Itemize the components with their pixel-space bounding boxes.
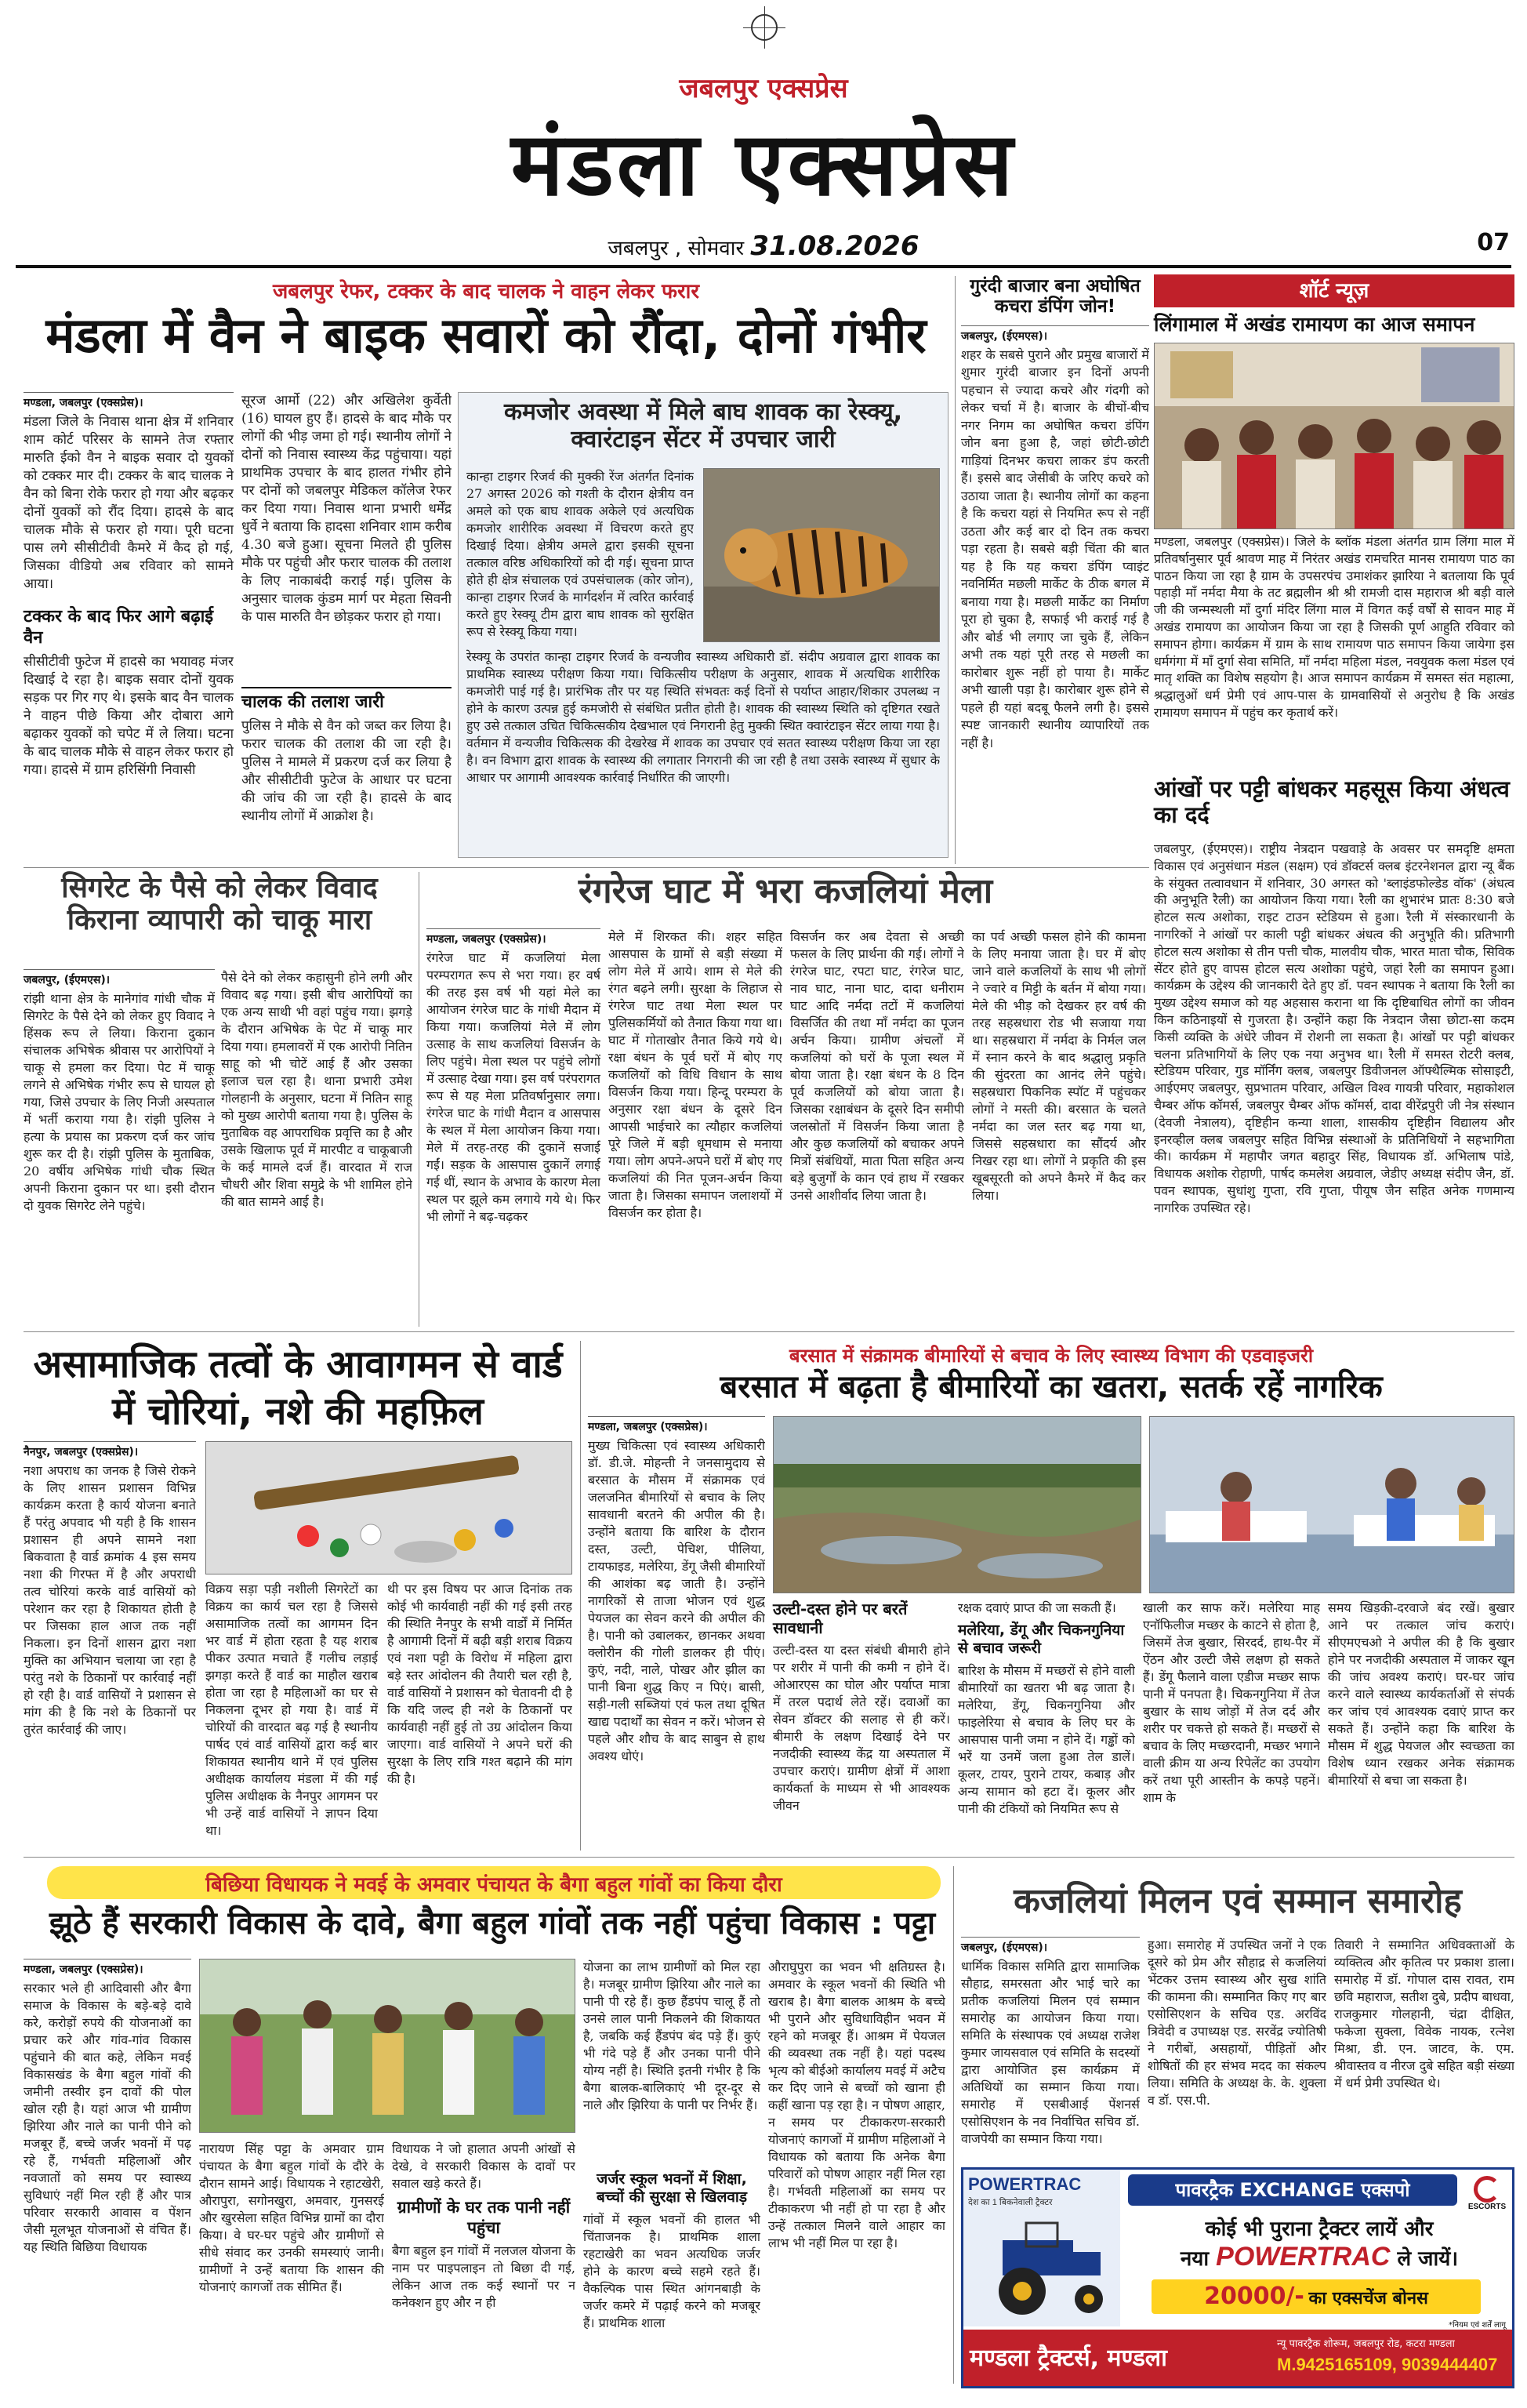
garbage-headline: गुरंदी बाजार बना अघोषित कचरा डंपिंग जोन! — [970, 276, 1141, 318]
baiga-column-1 — [24, 1959, 191, 2399]
registration-mark-icon — [751, 14, 778, 41]
tiger-text-wide: रेस्क्यू के उपरांत कान्हा टाइगर रिजर्व के वन्यजीव स्वास्थ्य अधिकारी डॉ. संदीप अग्रवाल द्वारा शावक का प्राथमिक स्वास्थ्य परीक्षण किया गया। चिकित्सीय परीक्षण के अनुसार, शावक में अत्यधिक शारीरिक कमजोरी पाई गई है। प्रारंभिक तौर पर यह स्थिति संभवतः कई दिनों से पर्याप्त आहार/शिकार उपलब्ध न होने के कारण उत्पन्न हुई कमजोरी से संबंधित प्रतीत होती है। शावक की स्वास्थ्य स्थिति को दृष्टिगत रखते हुए उसे तत्काल उचित चिकित्सकीय देखभाल एवं निगरानी हेतु मुक्की स्थित क्वारंटाइन सेंटर लाया गया है। वर्तमान में वन्यजीव चिकित्सक की देखरेख में शावक का उपचार एवं सतत स्वास्थ्य परीक्षण किया जा रहा है। वन विभाग द्वारा शावक के स्वास्थ्य की लगातार निगरानी की जा रही है तथा उसके स्वास्थ्य में सुधार के आधार पर आगामी आवश्यक कार्रवाई निर्धारित की जाएगी। — [466, 649, 940, 785]
ad-terms-note: *नियम एवं शर्तें लागू — [1448, 2321, 1506, 2330]
rain-text-2: उल्टी-दस्त या दस्त संबंधी बीमारी होने पर शरीर में पानी की कमी न होने दें। ओआरएस का घोल और पर्याप्त मात्रा में तरल पदार्थ लेते रहें। दवाओं का सेवन डॉक्टर की सलाह से ही करें। बीमारी के लक्षण दिखाई देने पर नजदीकी स्वास्थ्य केंद्र या अस्पताल में उपचार कराएं। ग्रामीण क्षेत्रों में आशा कार्यकर्ता के माध्यम से भी आवश्यक जीवन — [773, 1643, 950, 1813]
kajaliya-mela-text-4: का पर्व अच्छी फसल होने की कामना के लिए मनाया जाता है। घर में बोए जाने वाले कजलियों के साथ भी लोगों ने ज्वारे व मिट्टी के बर्तन में बोया गया। मेले की भीड़ को देखकर हर वर्ष की तरह सहस्रधारा रोड भी सजाया गया था। सहस्रधारा में नर्मदा के निर्मल जल में स्नान करने के बाद श्रद्धालु प्रकृति की सुंदरता का आनंद लेने पहुंचे। सहस्रधारा पिकनिक स्पॉट में पहुंचकर लोगों ने मस्ती की। बरसात के चलते नर्मदा का जल स्तर बढ़ गया था, जिससे सहस्रधारा का सौंदर्य और निखर रहा था। लोगों ने प्रकृति की इस खूबसूरती को अपने कैमरे में कैद कर लिया। — [972, 929, 1146, 1203]
rain-subhead-2: मलेरिया, डेंगू और चिकनगुनिया से बचाव जरूरी — [958, 1622, 1125, 1657]
lead-kicker: जबलपुर रेफर, टक्कर के बाद चालक ने वाहन लेकर फरार — [272, 280, 700, 303]
tiger-headline: कमजोर अवस्था में मिले बाघ शावक का रेस्क्यू, क्वारंटाइन सेंटर में उपचार जारी — [503, 398, 903, 453]
baiga-subhead-2: जर्जर स्कूल भवनों में शिक्षा, बच्चों की सुरक्षा से खिलवाड़ — [597, 2170, 747, 2206]
short-news-text-1: मण्डला, जबलपुर (एक्सप्रेस)। जिले के ब्लॉक मंडला अंतर्गत ग्राम लिंगा माल में प्रतिवर्षानुसार पूर्व श्रावण माह में निरंतर अखंड रामचरित मानस रामायण पाठ का पाठन किया जा रहा है ग्राम के उपसरपंच उमाशंकर झारिया ने बतलाया कि पूर्व पहाड़ी माँ नर्मदा मैया के तट ब्रह्मलीन श्री श्री रामजी दास महाराज श्री बड़ी वाले जी की जन्मस्थली माँ दुर्गा मंदिर लिंगा माल में विगत कई वर्षों से सावन माह में अखंड रामायण का आयोजन किया जा रहा है जिसकी पूर्ण आहुति रविवार को समापन होगा। कार्यक्रम में ग्राम के साथ रामायण पाठ समापन किया जायेगा इस धर्मगंगा में माँ दुर्गा सेवा समिति, माँ नर्मदा महिला मंडल, नवयुवक कला मंडल एवं मातृ शक्ति का विशेष सहयोग है। आज समापन कार्यक्रम में समस्त संत महात्मा, श्रद्धालुओं धर्म प्रेमी एवं आप-पास के ग्रामवासियों से अनुरोध है कि अखंड रामायण समापन में पहुंच कर कृतार्थ करें। — [1154, 534, 1514, 720]
page-number: 07 — [1477, 229, 1510, 256]
antisocial-text-2: विक्रय सड़ा पड़ी नशीली सिगरेटों का विक्रय का कार्य चल रहा है जिससे असामाजिक तत्वों का आगमन दिन भर वार्ड में होता रहता है यह शराब पीकर उत्पात मचाते हैं गलीच लड़ाई झगड़ा करते हैं वार्ड का माहौल खराब होता जा रहा है महिलाओं का घर से निकलना दूभर हो गया है। वार्ड में चोरियों की वारदात बढ़ गई है स्थानीय पार्षद एवं वार्ड वासियों द्वारा कई बार शिकायत स्थानीय थाने में एवं पुलिस अधीक्षक कार्यालय मंडला में की गई पुलिस अधीक्षक के नैनपुर आगमन पर भी उन्हें वार्ड वासियों ने ज्ञापन दिया था। — [205, 1582, 378, 1838]
ad-dealer-address: न्यू पावरट्रैक शोरूम, जबलपुर रोड, कटरा मण्डला — [1277, 2338, 1455, 2350]
masthead-rule — [16, 265, 1511, 268]
baiga-text-5: औराघुपुरा का भवन भी क्षतिग्रस्त है। अमवार के स्कूल भवनों की स्थिति भी खराब है। बैगा बालक आश्रम के बच्चे भी पुराने और सुविधाविहीन भवन में रहने को मजबूर हैं। आश्रम में पेयजल की व्यवस्था तक नहीं है। यहां पदस्थ भृत्य को बीईओ कार्यालय मवई में अटैच कर दिए जाने से बच्चों को खाना ही कहीं खाना पड़ रहा है। न पोषण आहार, न समय पर टीकाकरण-सरकारी योजनाएं कागजों में ग्रामीण महिलाओं ने विधायक को बताया कि अनेक बैगा परिवारों को पोषण आहार नहीं मिल रहा है। गर्भवती महिलाओं का समय पर टीकाकरण भी नहीं हो पा रहा है और उन्हें तत्काल मिलने वाले आहार का लाभ भी नहीं मिल पा रहा है। — [768, 1959, 945, 2250]
rain-text-1: मुख्य चिकित्सा एवं स्वास्थ्य अधिकारी डॉ. डी.जे. मोहन्ती ने जनसामुदाय से बरसात के मौसम में संक्रामक एवं जलजनित बीमारियों से बचाव के लिए सावधानी बरतने की अपील की है। उन्होंने बताया कि बारिश के दौरान दस्त, उल्टी, पेचिश, पीलिया, टायफाइड, मलेरिया, डेंगू जैसी बीमारियों की आशंका बढ़ जाती है। उन्होंने नागरिकों से ताजा भोजन एवं शुद्ध पेयजल का सेवन करने की अपील की है। पानी को उबालकर, छानकर अथवा क्लोरीन की गोली डालकर ही पीएं। कुएं, नदी, नाले, पोखर और झील का पानी बिना शुद्ध किए न पिएं। बासी, सड़ी-गली सब्जियां एवं फल तथा दूषित खाद्य पदार्थों का सेवन न करें। भोजन से पहले और शौच के बाद साबुन से हाथ अवश्य धोएं। — [588, 1438, 765, 1763]
kajaliya-mela-text-1: रंगरेज घाट में कजलियां मेला परम्परागत रूप से भरा गया। हर वर्ष की तरह इस वर्ष भी यहां मेले का आयोजन रंगरेज घाट के गांधी मैदान में किया गया। कजलियां मेले में लोग उत्साह के साथ कजलियां विसर्जन के लिए पहुंचे। मेला स्थल पर पहुंचे लोगों में उत्साह देखा गया। इस वर्ष परंपरागत रूप से यह मेला प्रतिवर्षानुसार लगा। रंगरेज घाट के गांधी मैदान व आसपास के स्थल में मेला आयोजन किया गया। मेले में तरह-तरह की दुकानें सजाई गईं। सड़क के आसपास दुकानें लगाई गई थीं, स्थान के अभाव के कारण मेला स्थल पर झूले कम लगाये गये थे। फिर भी लोगों ने बढ़-चढ़कर — [426, 950, 600, 1224]
escorts-logo — [1464, 2176, 1511, 2211]
tiger-cub-photo — [703, 468, 940, 642]
baiga-column-3 — [392, 2141, 575, 2363]
short-news-bar: शॉर्ट न्यूज़ — [1154, 274, 1514, 307]
kajaliya-mela-text-2: मेले में शिरकत की। शहर सहित आसपास के ग्रामों से बड़ी संख्या में लोग मेले में आये। शाम से मेले की रंगत बढ़ने लगी। सुरक्षा के लिहाज से रंगरेज घाट तथा मेला स्थल पर पुलिसकर्मियों को तैनात किया गया था। घाट में गोताखोर तैनात किये गये थे। रक्षा बंधन के पूर्व घरों में बोए गए कजलियों को विधि विधान के साथ विसर्जन किया गया। हिन्दू परम्परा के अनुसार रक्षा बंधन के दूसरे दिन आपसी भाईचारे का त्यौहार कजलियां पूरे जिले में बड़ी धूमधाम से मनाया गया। लोग अपने-अपने घरों में बोए गए कजलियां की नित पूजन-अर्चन किया जाता है। जिसका समापन जलाशयों में विसर्जन कर होता है। — [608, 929, 782, 1220]
lead-subhead-2: चालक की तलाश जारी — [241, 687, 452, 713]
lead-text-1: मंडला जिले के निवास थाना क्षेत्र में शनिवार शाम कोर्ट परिसर के सामने तेज रफ्तार मारुति ईको वैन ने बाइक सवार दो युवकों को टक्कर मार दी। टक्कर के बाद चालक ने वैन को बिना रोके फरार हो गया और बढ़कर दोनों युवकों को रौंद दिया। हादसे के बाद चालक मौके से फरार हो गया। पूरी घटना पास लगे सीसीटीवी कैमरे में कैद हो गई, जिसका वीडियो अब रविवार को सामने आया। — [24, 414, 234, 592]
tiger-text: कान्हा टाइगर रिजर्व की मुक्की रेंज अंतर्गत दिनांक 27 अगस्त 2026 को गश्ती के दौरान क्षेत्रीय वन अमले को एक बाघ शावक अकेले एवं अत्यधिक कमजोर शारीरिक अवस्था में विचरण करते हुए दिखाई दिया। क्षेत्रीय अमले द्वारा इसकी सूचना तत्काल वरिष्ठ अधिकारियों को दी गई। सूचना प्राप्त होते ही क्षेत्र संचालक एवं उपसंचालक (कोर जोन), कान्हा टाइगर रिजर्व के मार्गदर्शन में त्वरित कार्रवाई करते हुए रेस्क्यू टीम द्वारा बाघ शावक को सुरक्षित रूप से रेस्क्यू किया गया। — [466, 469, 694, 639]
lead-byline: मण्डला, जबलपुर (एक्सप्रेस)। — [24, 392, 234, 410]
baiga-text-4b: गांवों में स्कूल भवनों की हालत भी चिंताजनक है। प्राथमिक शाला रहटाखेरी का भवन अत्यधिक जर्जर होने के कारण बच्चे सहमे रहते हैं। वैकल्पिक पास स्थित आंगनबाड़ी के जर्जर कमरे में पढ़ाई करने को मजबूर हैं। प्राथमिक शाला — [583, 2212, 760, 2330]
baiga-text-2: नारायण सिंह पट्टा के अमवार ग्राम पंचायत के बैगा बहुल गांवों के दौरे के दौरान सामने आई। विधायक ने रहाटखेरी, औरापुरा, सगोनखुरा, अमवार, गुनसरई और खुरसेला सहित विभिन्न ग्रामों का दौरा किया। वे घर-घर पहुंचे और ग्रामीणों से सीधे संवाद कर उनकी समस्याएं जानी। ग्रामीणों ने उन्हें बताया कि शासन की योजनाएं कागजों तक सीमित हैं। — [199, 2141, 384, 2294]
lead-text-2: सूरज आर्मो (22) और अखिलेश कुर्वेती (16) घायल हुए हैं। हादसे के बाद मौके पर लोगों की भीड़ जमा हो गई। स्थानीय लोगों ने दोनों को निवास स्वास्थ्य केंद्र पहुंचाया। यहां प्राथमिक उपचार के बाद हालत गंभीर होने पर दोनों को जबलपुर मेडिकल कॉलेज रेफर कर दिया गया। निवास थाना प्रभारी धर्मेंद्र धुर्वे ने बताया कि हादसा शनिवार शाम करीब 4.30 बजे हुआ। सूचना मिलते ही पुलिस मौके पर पहुंची और फरार चालक की तलाश के लिए नाकाबंदी कराई गई। पुलिस के अनुसार चालक कुंडम मार्ग पर मेहता सिवनी के पास मारुति वैन छोड़कर फरार हो गया। — [241, 393, 452, 625]
lead-text-1b: सीसीटीवी फुटेज में हादसे का भयावह मंजर दिखाई दे रहा है। बाइक सवार दोनों युवक सड़क पर गिर गए थे। इसके बाद वैन चालक ने वाहन पीछे किया और दोबारा आगे बढ़ाकर युवकों को चपेट में ले लिया। घटना के बाद चालक मौके से वाहन लेकर फरार हो गया। हादसे में ग्राम हरिसिंगी निवासी — [24, 654, 234, 778]
lead-headline: मंडला में वैन ने बाइक सवारों को रौंदा, दोनों गंभीर — [45, 307, 927, 364]
milan-headline: कजलियां मिलन एवं सम्मान समारोह — [1014, 1881, 1462, 1921]
baiga-text-4: योजना का लाभ ग्रामीणों को मिल रहा है। मजबूर ग्रामीण झिरिया और नाले का पानी पी रहे हैं। कुछ हैंडपंप चालू हैं तो उनसे लाल पानी निकलने की शिकायत है, जबकि कई हैंडपंप बंद पड़े हैं। कुएं भी गंदे पड़े हैं और उनका पानी पीने योग्य नहीं है। स्थिति इतनी गंभीर है कि बैगा बालक-बालिकाएं भी दूर-दूर से नाले और झिरिया के पानी पर निर्भर हैं। — [583, 1959, 760, 2112]
ad-line-2-brand: POWERTRAC — [1216, 2242, 1391, 2272]
rain-column-2 — [773, 1600, 950, 1838]
hospital-ward-photo — [1149, 1416, 1514, 1593]
dateline: जबलपुर , सोमवार 31.08.2026 — [608, 231, 919, 262]
column-divider — [953, 1866, 954, 2384]
baiga-headline: झूठे हैं सरकारी विकास के दावे, बैगा बहुल गांवों तक नहीं पहुंचा विकास : पट्टा — [49, 1905, 936, 1941]
kajaliya-mela-headline: रंगरेज घाट में भरा कजलियां मेला — [578, 871, 993, 911]
kajaliya-mela-column-1 — [426, 928, 600, 1324]
rain-subhead-1: उल्टी-दस्त होने पर बरतें सावधानी — [773, 1600, 908, 1637]
sub-brand: जबलपुर एक्सप्रेस — [679, 73, 848, 104]
kajaliya-mela-text-3: विसर्जन कर अब देवता से अच्छी फसल के लिए प्रार्थना की गई। लोगों ने रंगरेज घाट, रपटा घाट, रंगरेज घाट, नाव घाट, नाना घाट, दादा धनीराम घाट आदि नर्मदा तटों में कजलियां विसर्जित की तथा माँ नर्मदा का पूजन अर्चन किया। ग्रामीण अंचलों में कजलियां को घरों के पूजा स्थल में बोया जाता है। रक्षा बंधन के 8 दिन पूर्व कजलियों को बोया जाता है। जिसका रक्षाबंधन के दूसरे दिन समीपी जलस्रोतों में विसर्जन किया जाता है और कुछ कजलियों को बचाकर अपने मित्रों संबंधियों, माता पिता सहित अन्य बड़े बुजुर्गों के कान एवं हाथ में रखकर उनसे आशीर्वाद लिया जाता है। — [790, 929, 964, 1203]
ad-brand-tag: देश का 1 बिकनेवाली ट्रैक्टर — [968, 2198, 1053, 2207]
ad-offer-badge — [1152, 2279, 1481, 2314]
lead-column-2 — [241, 392, 452, 878]
cigarette-column-1 — [24, 969, 215, 1327]
section-divider — [24, 1331, 1514, 1332]
rain-text-3: रक्षक दवाएं प्राप्त की जा सकती हैं। — [958, 1600, 1116, 1615]
rain-text-4: खाली कर साफ करें। मलेरिया माह एनॉफिलीज मच्छर के काटने से होता है, जिसमें तेज बुखार, सिरदर्द, हाथ-पैर में ऐंठन और उल्टी जैसे लक्षण हो सकते हैं। डेंगू फैलाने वाला एडीज मच्छर साफ पानी में पनपता है। चिकनगुनिया में तेज बुखार के साथ जोड़ों में तेज दर्द और शरीर पर चकत्ते हो सकते हैं। मच्छरों से बचाव के लिए मच्छरदानी, मच्छर भगाने वाली क्रीम या अन्य रिपेलेंट का उपयोग करें तथा पूरी आस्तीन के कपड़े पहनें। शाम के — [1143, 1600, 1320, 1805]
issue-date: 31.08.2026 — [750, 231, 919, 262]
ad-left-panel — [963, 2170, 1120, 2326]
baiga-text-3b: बैगा बहुल इन गांवों में नलजल योजना के नाम पर पाइपलाइन तो बिछा दी गई, लेकिन आज तक कई स्थानों पर न कनेक्शन हुए और न ही — [392, 2243, 575, 2310]
waterlogged-road-photo — [773, 1416, 1141, 1593]
ad-dealer-name: मण्डला ट्रैक्टर्स, मण्डला — [970, 2344, 1167, 2372]
ramayan-photo — [1154, 343, 1514, 529]
rain-column-1 — [588, 1416, 765, 1845]
rain-byline: मण्डला, जबलपुर (एक्सप्रेस)। — [588, 1416, 765, 1434]
short-news-headline-1: लिंगामाल में अखंड रामायण का आज समापन — [1154, 313, 1475, 336]
escorts-label: ESCORTS — [1467, 2203, 1507, 2211]
powertrac-advertisement[interactable] — [961, 2167, 1514, 2388]
baiga-text-3: विधायक ने जो हालात अपनी आंखों से देखे, वे सरकारी विकास के दावों पर सवाल खड़े करते हैं। — [392, 2141, 575, 2191]
baiga-kicker: बिछिया विधायक ने मवई के अमवार पंचायत के बैगा बहुल गांवों का किया दौरा — [205, 1873, 782, 1897]
rain-text-5: समय खिड़की-दरवाजे बंद रखें। बुखार आने पर तत्काल जांच कराएं। सीएमएचओ ने अपील की है कि बुखार होने पर नजदीकी अस्पताल में जाकर खून की जांच अवश्य कराएं। घर-घर जांच करने वाले स्वास्थ्य कार्यकर्ताओं से संपर्क कर जांच एवं आवश्यक दवाएं प्राप्त कर सकते हैं। उन्होंने कहा कि बारिश के मौसम में शुद्ध पेयजल और स्वच्छता का विशेष ध्यान रखकर अनेक संक्रामक बीमारियों से बचा जा सकता है। — [1328, 1600, 1514, 1788]
antisocial-byline: नैनपुर, जबलपुर (एक्सप्रेस)। — [24, 1441, 196, 1459]
ad-brand-logo: POWERTRAC — [968, 2174, 1082, 2194]
ad-dealer-band — [963, 2330, 1512, 2386]
short-news-headline-2: आंखों पर पट्टी बांधकर महसूस किया अंधत्व का दर्द — [1154, 775, 1510, 829]
antisocial-headline: असामाजिक तत्वों के आवागमन से वार्ड में चोरियां, नशे की महफ़िल — [33, 1342, 563, 1433]
section-divider — [24, 867, 1149, 868]
antisocial-text-1: नशा अपराध का जनक है जिसे रोकने के लिए शासन प्रशासन विभिन्न कार्यक्रम करता है कार्य योजना बनाते हैं परंतु अपवाद भी यही है कि शासन प्रशासन ही अपने सामने नशा बिकवाता है वार्ड क्रमांक 4 इस समय नशा की गिरफ्त में है और अपराधी तत्व चोरियां करके वार्ड वासियों को परेशान कर रहा है शिकायत होती है पर जिसका हाल आज तक नहीं निकला। इन दिनों शासन द्वारा नशा मुक्ति का अभियान चलाया जा रहा है परंतु नशे के ठिकानों पर कार्रवाई नहीं हो रही है। वार्ड वासियों ने प्रशासन से मांग की है कि नशे के ठिकानों पर तुरंत कार्रवाई की जाए। — [24, 1463, 196, 1737]
baiga-column-4 — [583, 1959, 760, 2371]
column-divider — [580, 1341, 581, 1850]
baiga-byline: मण्डला, जबलपुर (एक्सप्रेस)। — [24, 1959, 191, 1977]
short-news-text-2: जबलपुर, (ईएमएस)। राष्ट्रीय नेत्रदान पखवाड़े के अवसर पर समदृष्टि क्षमता विकास एवं अनुसंधान मंडल (सक्षम) एवं डॉक्टर्स क्लब इंटरनेशनल द्वारा न्यू बैंक के संयुक्त तत्वावधान में शनिवार, 30 अगस्त को 'ब्लाइंडफोल्डेड वॉक' (अंधत्व की अनुभूति रैली) का आयोजन किया गया। रैली का शुभारंभ प्रातः 8:30 बजे होटल सत्य अशोका, राइट टाउन स्टेडियम से हुआ। रैली में संस्कारधानी के नागरिकों ने आंखों पर काली पट्टी बांधकर अंधत्व की अनुभूति की। प्रतिभागी होटल सत्य अशोका से तीन पत्ती चौक, मालवीय चौक, भारत माता चौक, सिविक सेंटर होते हुए वापस होटल सत्य अशोका पहुंचे, जहां रैली का समापन हुआ। कार्यक्रम के उद्देश्य की जानकारी देते हुए डॉ. पवन स्थापक ने बताया कि रैली का मुख्य उद्देश्य समाज को यह अहसास कराना था कि दृष्टिबाधित लोगों का जीवन किन कठिनाइयों से गुजरता है। उन्होंने कहा कि नेत्रदान जैसा छोटा-सा कदम किसी व्यक्ति के अंधेरे जीवन में रोशनी ला सकता है। आंखों पर पट्टी बांधकर चलना प्रतिभागियों के लिए एक नया अनुभव था। रैली में समस्त रोटरी क्लब, स्टेडियम परिवार, गुड मॉर्निंग क्लब, जबलपुर डिवीजनल ऑफ्थैल्मिक सोसाइटी, आईएमए जबलपुर, सुप्रभातम परिवार, अखिल विश्व गायत्री परिवार, महाकोशल चैम्बर ऑफ कॉमर्स, जबलपुर चैम्बर ऑफ कॉमर्स, दादा वीरेंद्रपुरी जी नेत्र संस्थान (देवजी नेत्रालय), दृष्टिहीन कन्या शाला, शासकीय दृष्टिहीन विद्यालय और इनरव्हील क्लब जबलपुर सहित विभिन्न संस्थाओं के प्रतिनिधियों ने सहभागिता की। कार्यक्रम में महापौर जगत बहादुर सिंह, विधायक डॉ. अभिलाष पांडे, विधायक अशोक रोहाणी, पार्षद कमलेश अग्रवाल, जेडीए अध्यक्ष संदीप जैन, डॉ. पवन स्थापक, सुधांशु गुप्ता, रवि गुप्ता, पीयूष जैन सहित अनेक गणमान्य नागरिक उपस्थित रहे। — [1154, 841, 1514, 1215]
garbage-byline: जबलपुर, (ईएमएस)। — [961, 325, 1149, 343]
drugs-photo — [205, 1441, 572, 1574]
milan-text-2: हुआ। समारोह में उपस्थित जनों ने एक दूसरे को प्रेम और सौहाद्र से कजलियां भेंटकर उत्तम स्वास्थ्य और सुख शांति की कामना की। सम्मानित किए गए बार एसोसिएशन के सचिव एड. अरविंद त्रिवेदी व उपाध्यक्ष एड. सरवेंद्र ज्योतिषी ने गरीबों, असहायों, पीड़ितों और शोषितों की हर संभव मदद का संकल्प लिया। समिति के अध्यक्ष के. के. शुक्ला व डॉ. एस.पी. — [1148, 1938, 1326, 2108]
masthead-title: मंडला एक्सप्रेस — [510, 114, 1017, 216]
rain-headline: बरसात में बढ़ता है बीमारियों का खतरा, सतर्क रहें नागरिक — [720, 1369, 1383, 1405]
milan-column-1 — [961, 1937, 1140, 2159]
lead-text-2b: पुलिस ने मौके से वैन को जब्त कर लिया है। फरार चालक की तलाश की जा रही है। पुलिस ने मामले में प्रकरण दर्ज कर लिया है और सीसीटीवी फुटेज के आधार पर घटना की जांच की जा रही है। हादसे के बाद स्थानीय लोगों में आक्रोश है। — [241, 718, 452, 824]
rain-kicker: बरसात में संक्रामक बीमारियों से बचाव के लिए स्वास्थ्य विभाग की एडवाइजरी — [789, 1345, 1314, 1367]
mla-visit-photo — [199, 1959, 575, 2133]
antisocial-column-1 — [24, 1441, 196, 1831]
section-divider — [24, 1857, 1514, 1858]
garbage-text: शहर के सबसे पुराने और प्रमुख बाजारों में शुमार गुरंदी बाजार इन दिनों अपनी पहचान से ज्यादा कचरे और गंदगी को लेकर चर्चा में है। बाजार के बीचों-बीच नगर निगम का अघोषित कचरा डंपिंग जोन बना हुआ है, जहां छोटी-छोटी गाड़ियां दिनभर कचरा लाकर डंप करती हैं। इससे बाद जेसीबी के जरिए कचरे को उठाया जाता है। स्थानीय लोगों का कहना है कि कचरा यहां से नियमित रूप से नहीं उठता और कई बार दो दिन तक कचरा पड़ा रहता है। सबसे बड़ी चिंता की बात यह है कि यह कचरा डंपिंग प्वाइंट नवनिर्मित मछली मार्केट के ठीक बगल में बनाया गया है। मछली मार्केट का निर्माण पूरा हो चुका है, सफाई भी कराई गई है और बोर्ड भी लगाए जा चुके हैं, लेकिन अभी तक यहां पूरी तरह से मछली का कारोबार शुरू नहीं हो पाया है। मार्केट अभी खाली पड़ा है। कारोबार शुरू होने से पहले ही यहां बदबू फैलने लगी है। इससे स्पष्ट जानकारी स्थानीय व्यापारियों तक नहीं है। — [961, 347, 1149, 750]
ad-exchange-band: पावरट्रैक EXCHANGE एक्सपो — [1128, 2174, 1457, 2206]
cigarette-headline: सिगरेट के पैसे को लेकर विवाद किराना व्यापारी को चाकू मारा — [61, 872, 378, 937]
antisocial-text-3: थी पर इस विषय पर आज दिनांक तक कोई भी कार्यवाही नहीं की गई इसी तरह की स्थिति नैनपुर के सभी वार्डों में निर्मित है आगामी दिनों में बढ़ी बड़ी शराब विक्रय एवं नशा पट्टी के विरोध में महिला द्वारा बड़े स्तर आंदोलन की तैयारी चल रही है, वार्ड वासियों ने प्रशासन को चेतावनी दी है कि यदि जल्द ही नशे के ठिकानों पर कार्यवाही नहीं हुई तो उग्र आंदोलन किया जाएगा। वार्ड वासियों ने अपने घरों की सुरक्षा के लिए रात्रि गश्त बढ़ाने की मांग की है। — [387, 1582, 572, 1786]
rain-text-3b: बारिश के मौसम में मच्छरों से होने वाली बीमारियों का खतरा भी बढ़ जाता है। मलेरिया, डेंगू, चिकनगुनिया और फाइलेरिया से बचाव के लिए घर के आसपास पानी जमा न होने दें। गड्ढों को भरें या उनमें जला हुआ तेल डालें। कूलर, टायर, पुराने टायर, कबाड़ और अन्य सामान को हटा दें। कूलर और पानी की टंकियों को नियमित रूप से — [958, 1663, 1135, 1816]
tractor-icon — [971, 2217, 1112, 2319]
lead-subhead-1: टक्कर के बाद फिर आगे बढ़ाई वैन — [24, 607, 214, 648]
ad-line-1: कोई भी पुराना ट्रैक्टर लायें और — [1205, 2217, 1434, 2241]
ad-line-2: नया POWERTRAC ले जायें। — [1180, 2242, 1459, 2272]
milan-text-3: तिवारी ने सम्मानित अधिवक्ताओं के व्यक्तित्व और कृतित्व पर प्रकाश डाला। समारोह में डॉ. गोपाल दास रावत, राम छवि महाराज, सतीश दुबे, प्रदीप बाधवा, राजकुमार गोलहानी, चंद्रा दीक्षित, फकेजा सुक्ला, विवेक नायक, रत्नेश मिश्रा, डी. एन. जाटव, के. एम. श्रीवास्तव व नीरज दुबे सहित बड़ी संख्या में धर्म प्रेमी उपस्थित थे। — [1334, 1938, 1514, 2090]
lead-column-1 — [24, 392, 234, 878]
kajaliya-mela-byline: मण्डला, जबलपुर (एक्सप्रेस)। — [426, 928, 600, 946]
cigarette-byline: जबलपुर, (ईएमएस)। — [24, 969, 215, 987]
escorts-icon — [1474, 2176, 1500, 2203]
cigarette-text-2: पैसे देने को लेकर कहासुनी होने लगी और विवाद बढ़ गया। इसी बीच आरोपियों का एक अन्य साथी भी वहां पहुंच गया। झगड़े के दौरान अभिषेक के पेट में चाकू मार दिया गया। हमलावरों में एक आरोपी नितिन साहू को भी चोटें आई हैं और उसका इलाज चल रहा है। थाना प्रभारी उमेश गोलहानी के अनुसार, घटना में नितिन साहू को मुख्य आरोपी बताया गया है। पुलिस के मुताबिक वह आपराधिक प्रवृत्ति का है और उसके खिलाफ पूर्व में मारपीट व चाकूबाजी के कई मामले दर्ज हैं। वारदात में राज चौधरी और शिवा समुद्रे के भी शामिल होने की बात सामने आई है। — [221, 970, 412, 1209]
column-divider — [955, 276, 956, 864]
milan-byline: जबलपुर, (ईएमएस)। — [961, 1937, 1140, 1955]
ad-dealer-phone[interactable]: M.9425165109, 9039444407 — [1277, 2355, 1498, 2374]
rain-column-3 — [958, 1600, 1135, 1843]
tiger-story-box — [458, 392, 948, 858]
baiga-text-1: सरकार भले ही आदिवासी और बैगा समाज के विकास के बड़े-बड़े दावे करे, करोड़ों रुपये की योजनाओं का प्रचार करे और गांव-गांव विकास पहुंचाने की बात कहे, लेकिन मवई विकासखंड के बैगा बहुल गांवों की जमीनी तस्वीर इन दावों की पोल खोल रही है। यहां आज भी ग्रामीण झिरिया और नाले का पानी पीने को मजबूर हैं, बच्चे जर्जर भवनों में पढ़ रहे हैं, गर्भवती महिलाओं और नवजातों को समय पर स्वास्थ्य सुविधाएं नहीं मिल रही हैं और पात्र परिवार सरकारी आवास व पेंशन जैसी मूलभूत योजनाओं से वंचित हैं। यह स्थिति बिछिया विधायक — [24, 1981, 191, 2254]
cigarette-text-1: रांझी थाना क्षेत्र के मानेगांव गांधी चौक में सिगरेट के पैसे देने को लेकर हुए विवाद ने हिंसक रूप ले लिया। किराना दुकान संचालक अभिषेक श्रीवास पर आरोपियों ने चाकू से हमला कर दिया। पेट में चाकू लगने से अभिषेक गंभीर रूप से घायल हो गया, जिसे उपचार के लिए निजी अस्पताल में भर्ती कराया गया है। रांझी पुलिस ने हत्या के प्रयास का प्रकरण दर्ज कर जांच शुरू कर दी है। रांझी पुलिस के मुताबिक, 20 वर्षीय अभिषेक गांधी चौक स्थित अपनी किराना दुकान पर था। इसी दौरान दो युवक सिगरेट लेने पहुंचे। — [24, 991, 215, 1213]
baiga-subhead-1: ग्रामीणों के घर तक पानी नहीं पहुंचा — [397, 2198, 571, 2237]
ad-offer-text: का एक्सचेंज बोनस — [1308, 2289, 1428, 2308]
milan-text-1: धार्मिक विकास समिति द्वारा सामाजिक सौहाद्र, समरसता और भाई चारे का प्रतीक कजलियां मिलन एवं सम्मान समारोह का आयोजन किया गया। समिति के संस्थापक एवं अध्यक्ष राजेश कुमार जायसवाल एवं समिति के सदस्यों द्वारा आयोजित इस कार्यक्रम में अतिथियों का सम्मान किया गया। समारोह में एसबीआई पेंशनर्स एसोसिएशन के नव निर्वाचित सचिव डॉ. वाजपेयी का सम्मान किया गया। — [961, 1959, 1140, 2146]
garbage-story — [961, 276, 1149, 864]
ad-offer-amount: 20000/- — [1204, 2283, 1304, 2310]
